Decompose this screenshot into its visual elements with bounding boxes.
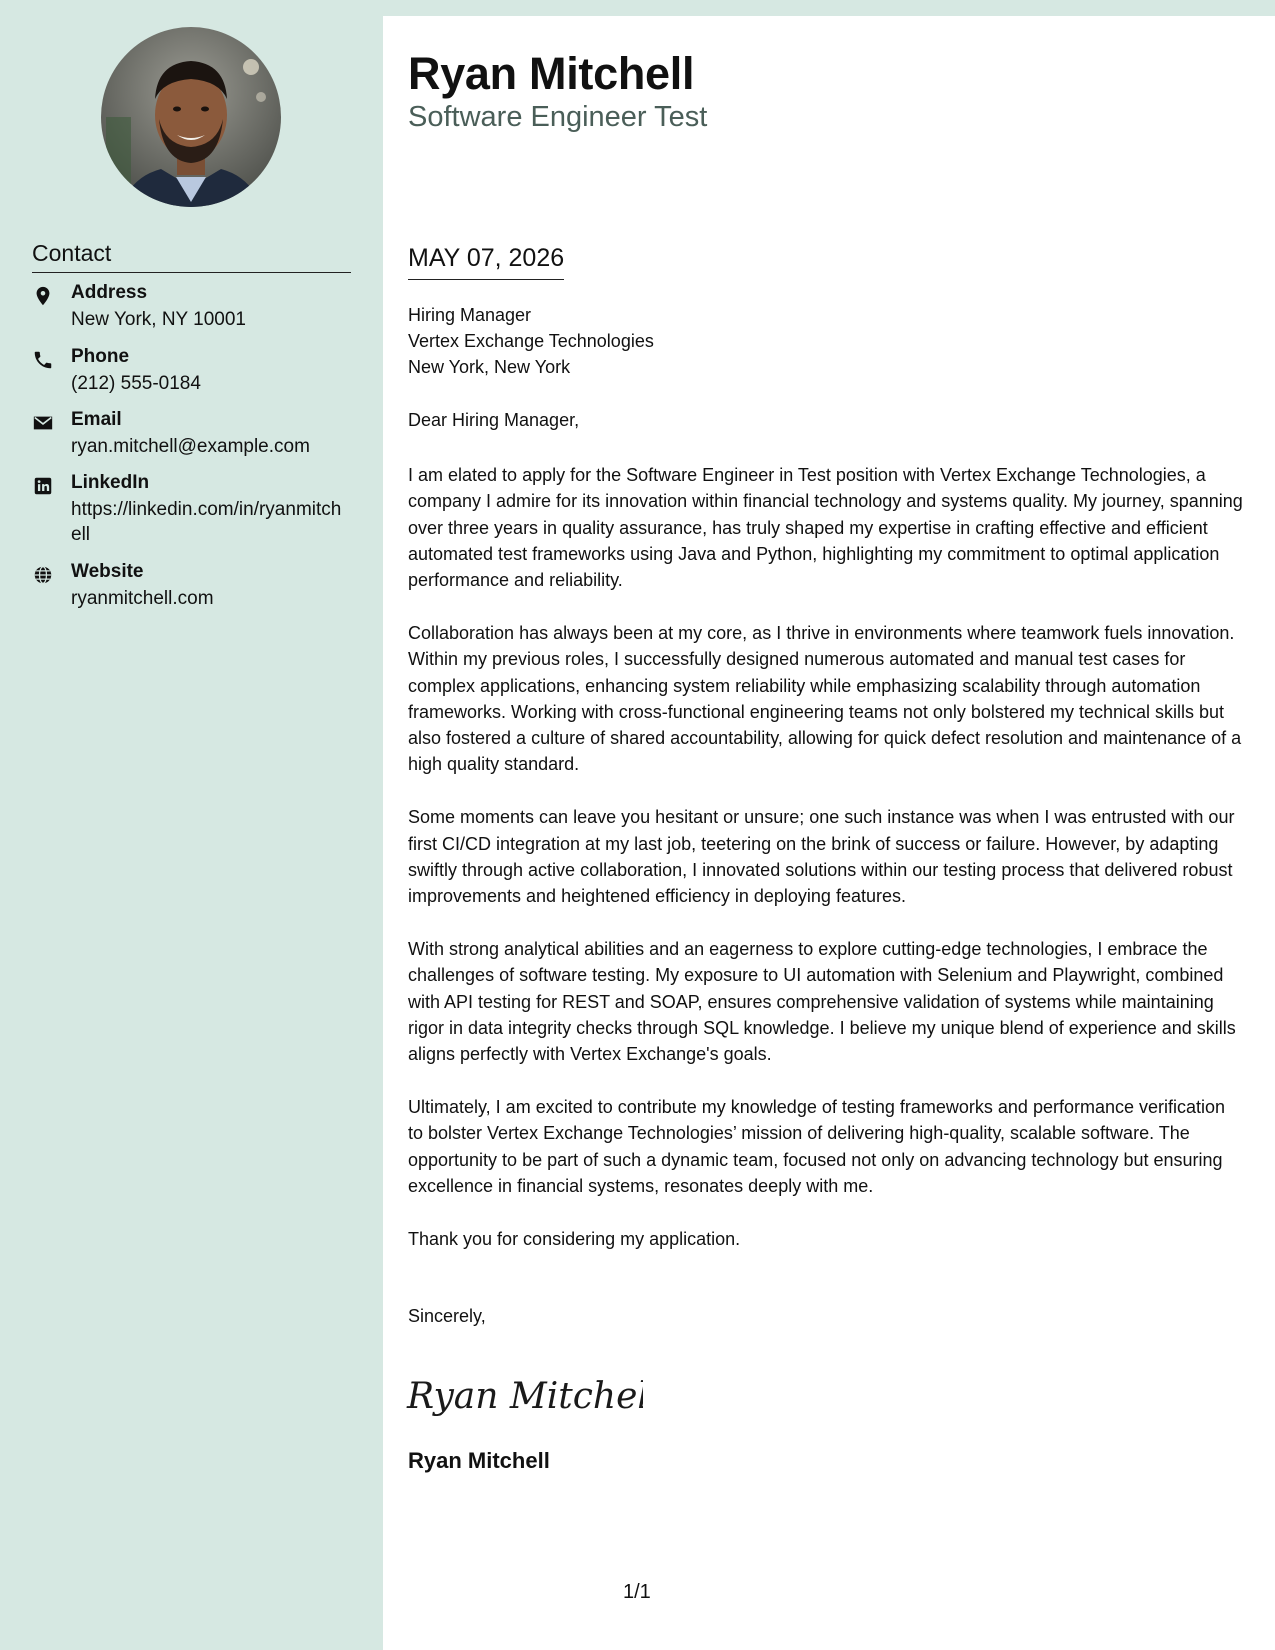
recipient-line: New York, New York (408, 357, 571, 377)
body-paragraph: Some moments can leave you hesitant or unsure; one such instance was when I was entrusted with our first CI/CD integration at my last job, teetering on the brink of success or failure. However, by adapting swiftly through active collaboration, I innovated solutions within our testing process that delivered robust improvements and heightened efficiency in deploying features. (408, 807, 1235, 907)
contact-value: New York, NY 10001 (71, 309, 246, 330)
signature-text: Ryan Mitchell (407, 1376, 643, 1417)
signature (403, 1366, 643, 1426)
letter-date: MAY 07, 2026 (408, 244, 564, 280)
phone-icon (32, 349, 54, 371)
contact-label: Address (71, 282, 148, 303)
contact-linkedin (32, 472, 350, 547)
body-paragraph: Thank you for considering my application. (408, 1228, 741, 1249)
contact-value[interactable]: https://linkedin.com/in/ryanmitchell (71, 499, 342, 545)
job-title: Software Engineer Test (408, 101, 708, 133)
profile-photo (101, 27, 281, 207)
contact-label: Email (71, 409, 122, 430)
recipient-line: Vertex Exchange Technologies (408, 331, 654, 351)
greeting: Dear Hiring Manager, (408, 410, 580, 430)
contact-phone (32, 346, 350, 396)
contact-label: LinkedIn (71, 472, 150, 493)
candidate-name: Ryan Mitchell (408, 48, 695, 99)
signer-name: Ryan Mitchell (408, 1448, 550, 1473)
body-paragraph: With strong analytical abilities and an eagerness to explore cutting-edge technologies, I embrace the challenges of software testing. My exposure to UI automation with Selenium and Playwright, combined with API testing for REST and SOAP, ensures comprehensive validation of systems while maintaining rigor in data integrity checks through SQL knowledge. I believe my unique blend of experience and skills aligns perfectly with Vertex Exchange's goals. (408, 938, 1236, 1065)
contact-website (32, 561, 350, 611)
body-paragraph: Collaboration has always been at my core, as I thrive in environments where teamwork fuels innovation. Within my previous roles, I successfully designed numerous automated and manual test cases for complex applications, enhancing system reliability while emphasizing scalability through automation frameworks. Working with cross-functional engineering teams not only bolstered my technical skills but also fostered a culture of shared accountability, allowing for quick defect resolution and maintenance of a high quality standard. (408, 622, 1242, 775)
contact-label: Website (71, 561, 144, 582)
linkedin-icon (32, 475, 54, 497)
envelope-icon (32, 412, 54, 434)
contact-value[interactable]: ryanmitchell.com (71, 588, 214, 609)
contact-address (32, 282, 350, 332)
contact-email (32, 409, 350, 459)
recipient-line: Hiring Manager (408, 305, 532, 325)
body-paragraph: I am elated to apply for the Software Engineer in Test position with Vertex Exchange Technologies, a company I admire for its innovation within financial technology and systems quality. My journey, spanning over three years in quality assurance, has truly shaped my expertise in crafting effective and efficient automated test frameworks using Java and Python, highlighting my commitment to optimal application performance and reliability. (408, 465, 1243, 591)
sidebar (0, 0, 383, 1650)
globe-icon (32, 564, 54, 586)
page-number: 1/1 (623, 1581, 651, 1603)
contact-label: Phone (71, 346, 130, 367)
contact-value[interactable]: ryan.mitchell@example.com (71, 436, 310, 457)
contact-value: (212) 555-0184 (71, 373, 201, 394)
map-pin-icon (32, 285, 54, 307)
contact-heading: Contact (32, 240, 351, 273)
letter-body (408, 462, 1243, 1278)
closing: Sincerely, (408, 1306, 486, 1326)
body-paragraph: Ultimately, I am excited to contribute my knowledge of testing frameworks and performance verification to bolster Vertex Exchange Technologies’ mission of delivering high-quality, scalable software. The opportunity to be part of such a dynamic team, focused not only on advancing technology but ensuring excellence in financial systems, resonates deeply with me. (408, 1096, 1226, 1196)
main-content (383, 16, 1275, 1650)
